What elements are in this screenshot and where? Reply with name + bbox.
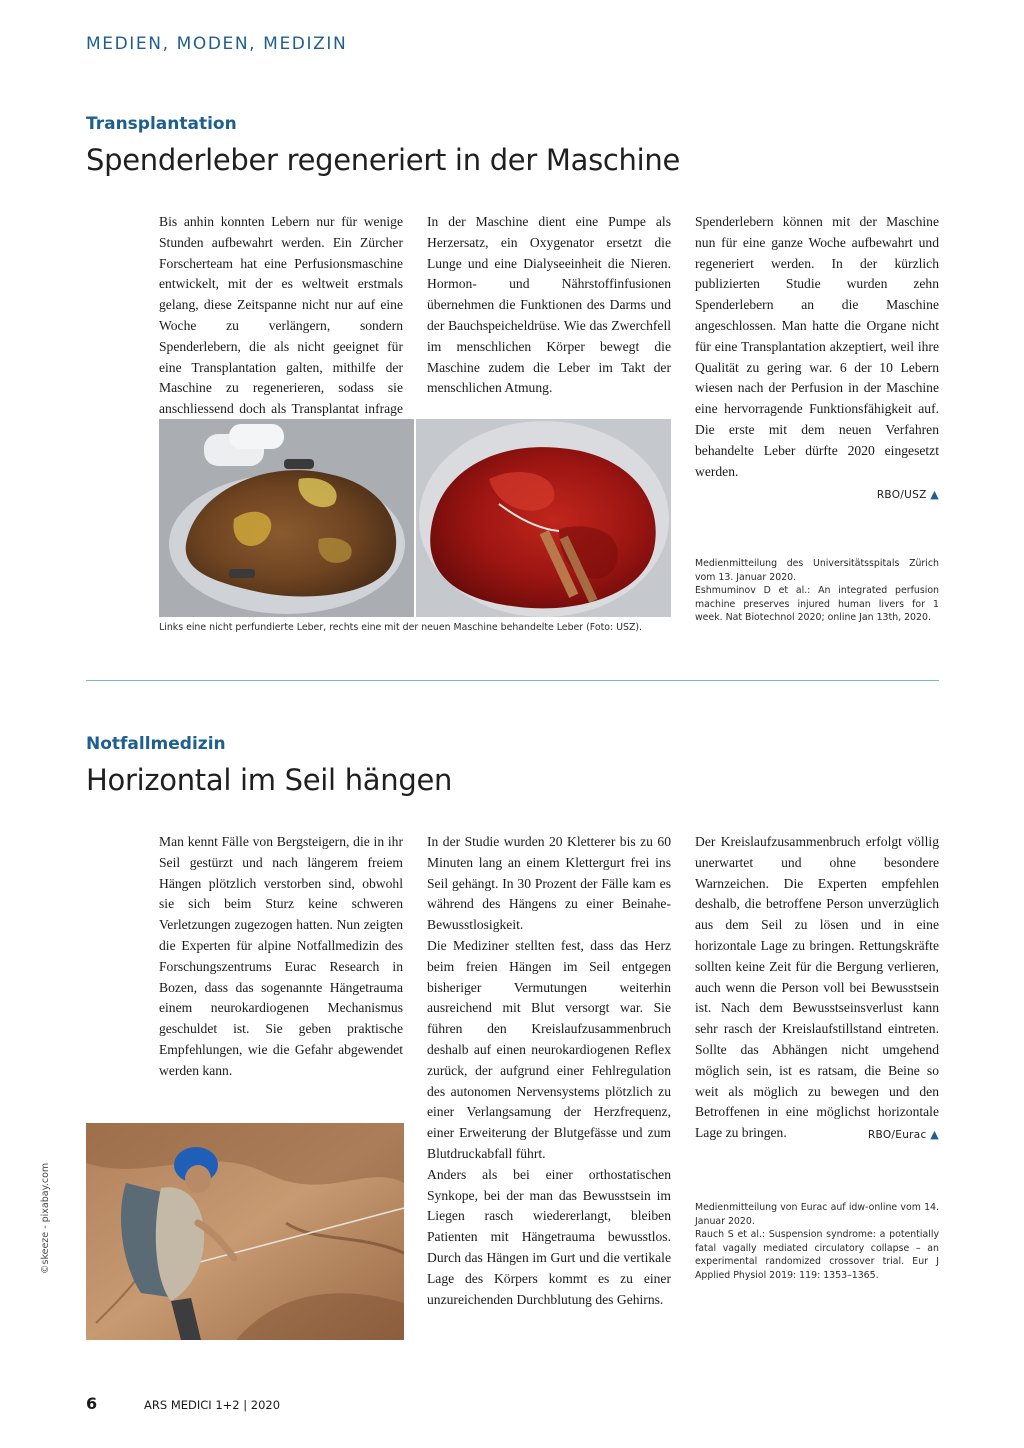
article1-column-1	[159, 212, 403, 441]
article1-col2-text: In der Maschine dient eine Pumpe als Herzersatz, ein Oxygenator ersetzt die Lunge und eine Dialyseeinheit die Nieren. Hormon- und Nährstoffinfusionen übernehmen die Funktionen des Darms und der Bauchspeicheldrüse. Wie das Zwerchfell im menschlichen Körper bewegt die Maschine zudem die Leber im Takt der menschlichen Atmung.	[427, 214, 671, 396]
article1-references	[695, 557, 939, 625]
article2-col2-paragraph-1: In der Studie wurden 20 Kletterer bis zu 60 Minuten lang an einem Klettergurt frei ins Seil gehängt. In 30 Prozent der Fälle kam es während des Hängens zu einer Beinahe-Bewusstlosigkeit.	[427, 834, 671, 933]
article2-headline: Horizontal im Seil hängen	[86, 763, 453, 797]
article1-column-2	[427, 212, 671, 399]
article2-references	[695, 1201, 939, 1283]
article2-col2-paragraph-2: Die Mediziner stellten fest, dass das Herz beim freien Hängen im Seil entgegen bisheriger Vermutungen weiterhin ausreichend mit Blut versorgt war. Sie führen den Kreislaufzusammenbruch deshalb auf einen neurokardiogenen Reflex zurück, der aufgrund einer Fehlregulation des autonomen Nervensystems plötzlich zu einer Verlangsamung der Herzfrequenz, einer Erweiterung der Blutgefässe und zum Blutdruckabfall führt.	[427, 937, 671, 1161]
publication-info: ARS MEDICI 1+2 | 2020	[144, 1398, 281, 1412]
article2-column-1	[159, 832, 403, 1082]
unperfused-liver-photo	[159, 419, 414, 617]
climber-photo	[86, 1123, 404, 1340]
liver-photo-pair	[159, 419, 671, 617]
photo-credit: ©skeeze - pixabay.com	[40, 1162, 51, 1274]
page-number: 6	[86, 1394, 98, 1413]
article2-reference-2: Rauch S et al.: Suspension syndrome: a potentially fatal vagally mediated circulatory collapse – an experimental randomized crossover trial. Eur J Applied Physiol 2019: 119: 1353–1365.	[695, 1229, 939, 1281]
article1-col1-text: Bis anhin konnten Lebern nur für wenige Stunden aufbewahrt werden. Ein Zürcher Forscherteam hat eine Perfusionsmaschine entwickelt, mit der es weltweit erstmals gelang, diese Zeitspanne nicht nur auf eine Woche zu verlängern, sondern Spenderlebern, die als nicht geeignet für eine Transplantation galten, mithilfe der Maschine zu regenerieren, sodass sie anschliessend doch als Transplantat infrage	[159, 214, 403, 417]
article1-signature	[695, 485, 939, 506]
article1-column-3	[695, 212, 939, 506]
article1-col3-text: Spenderlebern können mit der Maschine nun für eine ganze Woche aufbewahrt und regeneriert werden. In der kürzlich publizierten Studie wurden zehn Spenderlebern an die Maschine angeschlossen. Man hatte die Organe nicht für eine Transplantation akzeptiert, weil ihre Qualität zu gering war. 6 der 10 Lebern wiesen nach der Perfusion in der Maschine eine hervorragende Funktionsfähigkeit auf. Die erste mit dem neuen Verfahren behandelte Leber dürfte 2020 eingesetzt werden.	[695, 214, 939, 479]
section-header: MEDIEN, MODEN, MEDIZIN	[86, 34, 348, 54]
article2-column-3	[695, 832, 939, 1146]
article2-reference-1: Medienmitteilung von Eurac auf idw-online vom 14. Januar 2020.	[695, 1202, 939, 1227]
article2-kicker: Notfallmedizin	[86, 734, 226, 754]
article1-kicker: Transplantation	[86, 114, 237, 134]
article1-image-caption: Links eine nicht perfundierte Leber, rechts eine mit der neuen Maschine behandelte Leber (Foto: USZ).	[159, 622, 642, 633]
article1-reference-1: Medienmitteilung des Universitätsspitals Zürich vom 13. Januar 2020.	[695, 558, 939, 583]
article1-signature-text: RBO/USZ	[876, 489, 927, 502]
article1-headline: Spenderleber regeneriert in der Maschine	[86, 143, 680, 177]
article2-col3-text: Der Kreislaufzusammenbruch erfolgt völlig unerwartet und ohne besondere Warnzeichen. Die Experten empfehlen deshalb, die betroffene Person unverzüglich aus dem Seil zu lösen und in eine horizontale Lage zu bringen. Rettungskräfte sollten keine Zeit für die Bergung verlieren, auch wenn die Person voll bei Bewusstsein ist. Nach dem Bewusstseinsverlust kann sehr rasch der Kreislaufstillstand eintreten. Sollte das Abhängen nicht umgehend möglich sein, ist es ratsam, die Beine so weit als möglich zu bewegen und den Betroffenen in eine möglichst horizontale Lage zu bringen.	[695, 834, 939, 1141]
article2-col1-text: Man kennt Fälle von Bergsteigern, die in ihr Seil gestürzt und nach längerem freiem Hängen plötzlich verstorben sind, obwohl sie sich beim Sturz keine schweren Verletzungen zugezogen hatten. Nun zeigten die Experten für alpine Notfallmedizin des Forschungszentrums Eurac Research in Bozen, dass das sogenannte Hängetrauma einem neurokardiogenen Mechanismus geschuldet ist. Sie geben praktische Empfehlungen, wie die Gefahr abgewendet werden kann.	[159, 834, 403, 1078]
article1-reference-2: Eshmuminov D et al.: An integrated perfusion machine preserves injured human livers for 1 week. Nat Biotechnol 2020; online Jan 13th, 2020.	[695, 585, 939, 624]
perfused-liver-photo	[416, 419, 671, 617]
article2-signature-text: RBO/Eurac	[867, 1128, 927, 1141]
end-triangle-icon: ▲	[930, 1127, 939, 1141]
article2-column-2	[427, 832, 671, 1310]
end-triangle-icon: ▲	[930, 488, 939, 502]
section-divider	[86, 680, 939, 681]
article2-col2-paragraph-3: Anders als bei einer orthostatischen Synkope, bei der man das Bewusstsein im Liegen rasch wiedererlangt, bleiben Patienten mit Hängetrauma bewusstlos. Durch das Hängen im Gurt und die vertikale Lage des Körpers kommt es zu einer unzureichenden Durchblutung des Gehirns.	[427, 1166, 671, 1307]
